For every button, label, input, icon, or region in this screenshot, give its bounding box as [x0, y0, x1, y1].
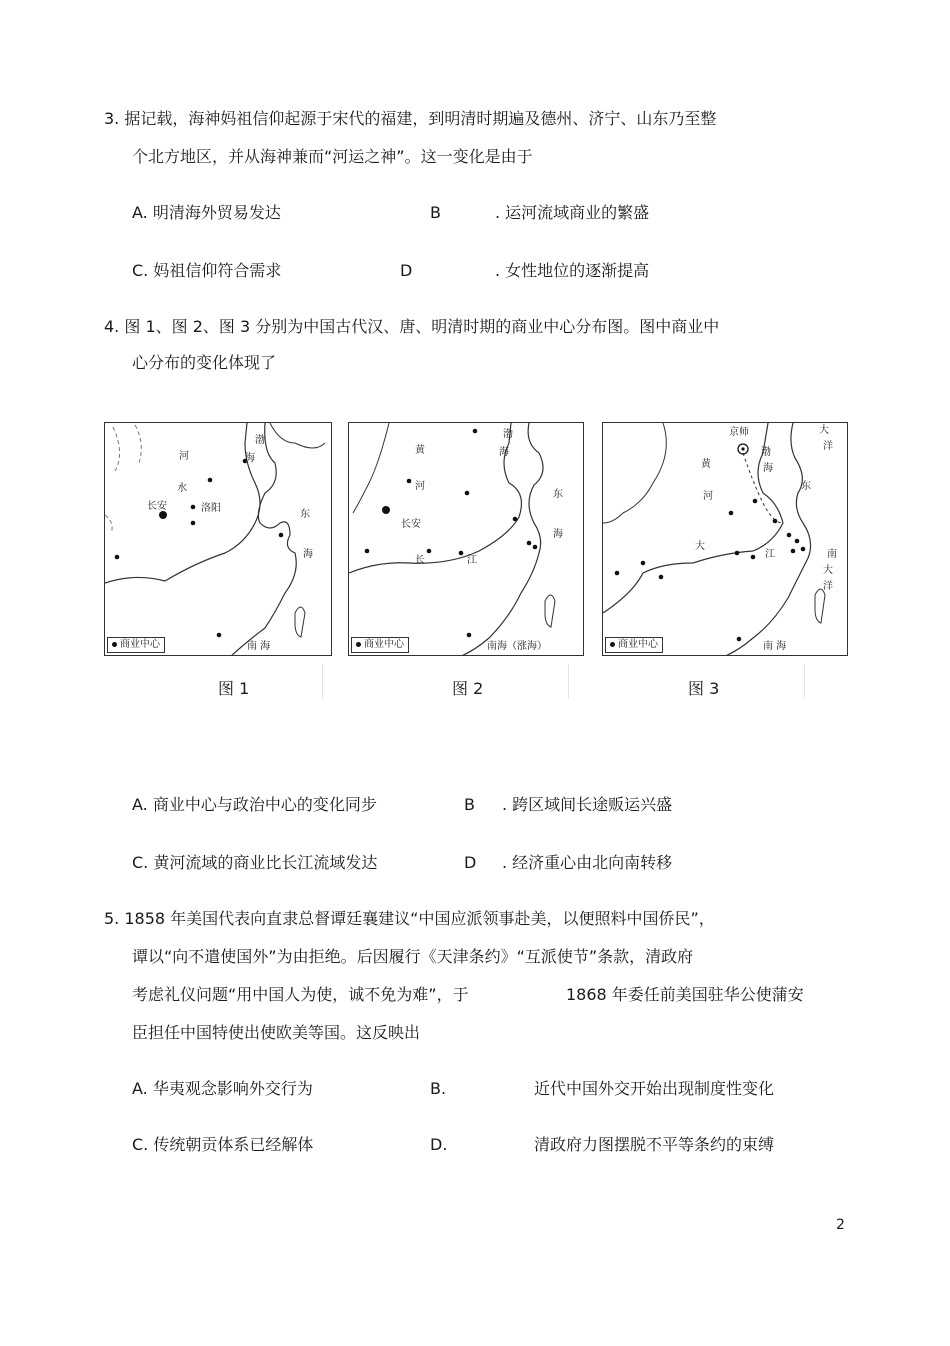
- q4-option-b: . 跨区域间长途贩运兴盛: [502, 795, 673, 814]
- map-3-legend-label: 商业中心: [618, 639, 658, 650]
- caption-divider: [322, 664, 323, 698]
- q5-option-d-letter: D.: [430, 1135, 448, 1154]
- map-2-label-chang: 长: [415, 555, 425, 566]
- q4-option-d: . 经济重心由北向南转移: [502, 853, 673, 872]
- map-3-label-he: 河: [703, 491, 713, 502]
- map-1-label-luoyang: 洛阳: [201, 503, 221, 514]
- map-2-label-bo: 渤: [503, 429, 513, 440]
- map-3-label-jingshi: 京师: [729, 427, 749, 438]
- q5-option-b: 近代中国外交开始出现制度性变化: [534, 1079, 775, 1098]
- caption-divider: [804, 664, 805, 698]
- map-3-label-huang: 黄: [701, 459, 711, 470]
- q4-option-c: C. 黄河流域的商业比长江流域发达: [132, 853, 378, 872]
- map-3-caption: 图 3: [688, 679, 720, 698]
- map-2-label-nanhai: 南海（涨海）: [487, 641, 547, 652]
- q5-option-d: 清政府力图摆脱不平等条约的束缚: [534, 1135, 775, 1154]
- map-2-legend-label: 商业中心: [364, 639, 404, 650]
- map-2-label-jiang: 江: [467, 555, 477, 566]
- commercial-center-dot-icon: [610, 642, 615, 647]
- q5-stem-line3b: 1868 年委任前美国驻华公使蒲安: [566, 985, 804, 1004]
- q4-stem-line2: 心分布的变化体现了: [132, 353, 277, 372]
- map-3-label-dong: 东: [801, 481, 811, 492]
- map-3-legend: [605, 637, 663, 653]
- map-1-label-hai2: 海: [303, 549, 313, 560]
- map-figure-2: [348, 422, 584, 656]
- map-1-label-he: 河: [179, 451, 189, 462]
- page-number: 2: [836, 1217, 845, 1233]
- q4-option-d-letter: D: [464, 853, 477, 872]
- map-2-label-hai2: 海: [553, 529, 563, 540]
- q4-option-a: A. 商业中心与政治中心的变化同步: [132, 795, 377, 814]
- commercial-center-dot-icon: [112, 642, 117, 647]
- q3-option-d-letter: D: [400, 261, 413, 280]
- map-2-label-hai1: 海: [499, 447, 509, 458]
- q3-stem-line1: 3. 据记载，海神妈祖信仰起源于宋代的福建，到明清时期遍及德州、济宁、山东乃至整: [104, 109, 717, 128]
- map-2-label-huang: 黄: [415, 445, 425, 456]
- q5-option-a: A. 华夷观念影响外交行为: [132, 1079, 313, 1098]
- map-2-legend: [351, 637, 409, 653]
- map-3-label-da1: 大: [819, 425, 829, 436]
- q5-option-b-letter: B.: [430, 1079, 447, 1098]
- map-3-label-nanhai: 南 海: [763, 641, 787, 652]
- map-3-label-yang2: 洋: [823, 581, 833, 592]
- commercial-center-dot-icon: [356, 642, 361, 647]
- map-2-label-dong: 东: [553, 489, 563, 500]
- q5-option-c: C. 传统朝贡体系已经解体: [132, 1135, 314, 1154]
- q3-option-c: C. 妈祖信仰符合需求: [132, 261, 282, 280]
- map-2-label-changan: 长安: [401, 519, 421, 530]
- map-1-label-dong: 东: [300, 509, 310, 520]
- map-2-caption: 图 2: [452, 679, 484, 698]
- q5-stem-line1: 5. 1858 年美国代表向直隶总督谭廷襄建议“中国应派领事赴美，以便照料中国侨民”，: [104, 909, 715, 928]
- q3-option-b: . 运河流域商业的繁盛: [495, 203, 650, 222]
- map-3-label-yang1: 洋: [823, 441, 833, 452]
- map-1-coastline: [105, 423, 332, 656]
- map-2-coastline: [349, 423, 584, 656]
- map-3-label-hai1: 海: [763, 463, 773, 474]
- map-1-caption: 图 1: [218, 679, 250, 698]
- map-3-label-nan: 南: [827, 549, 837, 560]
- map-1-legend: [107, 637, 165, 653]
- map-1-label-shui: 水: [177, 483, 187, 494]
- q5-stem-line3a: 考虑礼仪问题“用中国人为使，诚不免为难”，于: [132, 985, 469, 1004]
- map-1-legend-label: 商业中心: [120, 639, 160, 650]
- q3-option-b-letter: B: [430, 203, 441, 222]
- q3-option-d: . 女性地位的逐渐提高: [495, 261, 650, 280]
- map-3-coastline: [603, 423, 848, 656]
- map-figure-1: [104, 422, 332, 656]
- map-1-label-changan: 长安: [147, 501, 167, 512]
- map-1-label-hai1: 海: [245, 453, 255, 464]
- q3-option-a: A. 明清海外贸易发达: [132, 203, 281, 222]
- map-2-label-he: 河: [415, 481, 425, 492]
- map-1-label-bo: 渤: [255, 435, 265, 446]
- map-3-label-jiang: 江: [765, 549, 775, 560]
- map-1-label-nanhai: 南 海: [247, 641, 271, 652]
- q3-stem-line2: 个北方地区，并从海神兼而“河运之神”。这一变化是由于: [132, 147, 533, 166]
- map-3-label-da2: 大: [823, 565, 833, 576]
- q5-stem-line2: 谭以“向不遣使国外”为由拒绝。后因履行《天津条约》“互派使节”条款，清政府: [132, 947, 694, 966]
- map-figure-3: [602, 422, 848, 656]
- q4-option-b-letter: B: [464, 795, 475, 814]
- map-3-label-bo: 渤: [761, 447, 771, 458]
- q4-stem-line1: 4. 图 1、图 2、图 3 分别为中国古代汉、唐、明清时期的商业中心分布图。图中商业中: [104, 317, 720, 336]
- q5-stem-line4: 臣担任中国特使出使欧美等国。这反映出: [132, 1023, 421, 1042]
- caption-divider: [568, 664, 569, 698]
- map-3-label-da: 大: [695, 541, 705, 552]
